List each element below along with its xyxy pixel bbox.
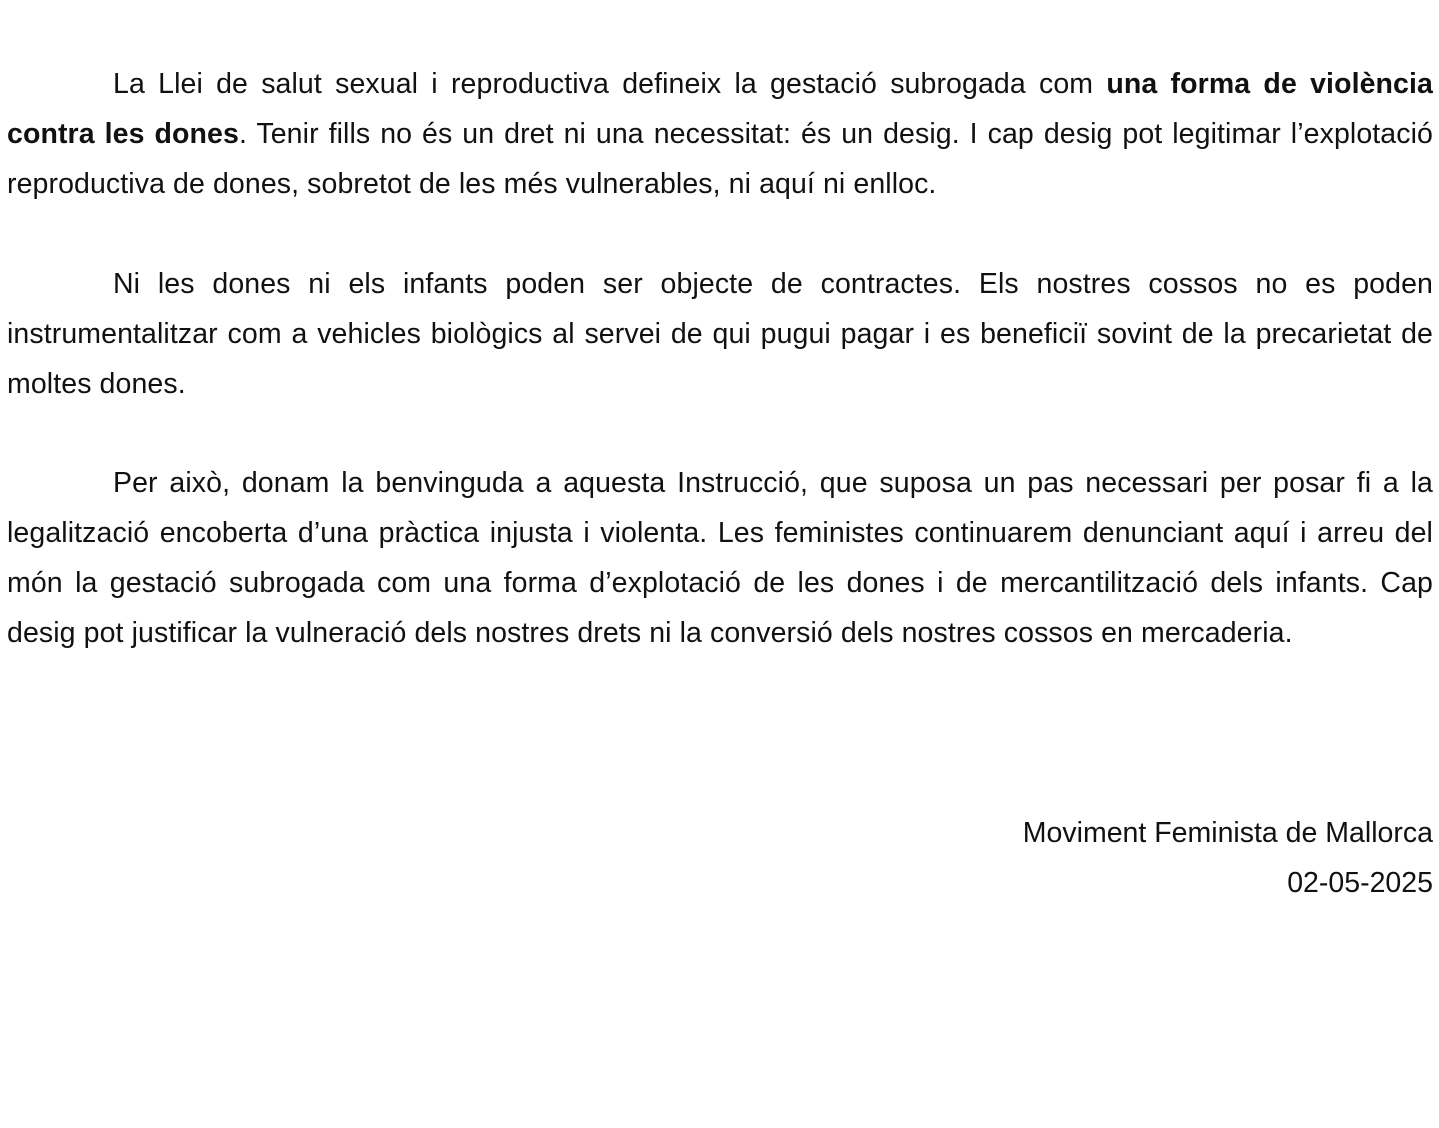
signature-organization: Moviment Feminista de Mallorca (1022, 817, 1433, 849)
signature-block (1023, 808, 1433, 908)
paragraph-1 (7, 59, 1433, 209)
paragraph-1-tail: . Tenir fills no és un dret ni una necessitat: és un desig. I cap desig pot legitimar l’explotació reproductiva de dones, sobretot de les més vulnerables, ni aquí ni enlloc. (7, 118, 1433, 200)
paragraph-1-bold: una forma de violència contra les dones (7, 68, 1433, 150)
document-page (7, 0, 1433, 1128)
paragraph-3: Per això, donam la benvinguda a aquesta Instrucció, que suposa un pas necessari per posar fi a la legalització encoberta d’una pràctica injusta i violenta. Les feministes continuarem denunciant aquí i arreu del món la gestació subrogada com una forma d’explotació de les dones i de mercantilització dels infants. Cap desig pot justificar la vulneració dels nostres drets ni la conversió dels nostres cossos en mercaderia. (7, 467, 1433, 649)
paragraph-1-lead: La Llei de salut sexual i reproductiva defineix la gestació subrogada com (113, 68, 1107, 100)
paragraph-2: Ni les dones ni els infants poden ser objecte de contractes. Els nostres cossos no es poden instrumentalitzar com a vehicles biològics al servei de qui pugui pagar i es beneficiï sovint de la precarietat de moltes dones. (7, 268, 1433, 400)
signature-date: 02-05-2025 (1287, 867, 1433, 899)
